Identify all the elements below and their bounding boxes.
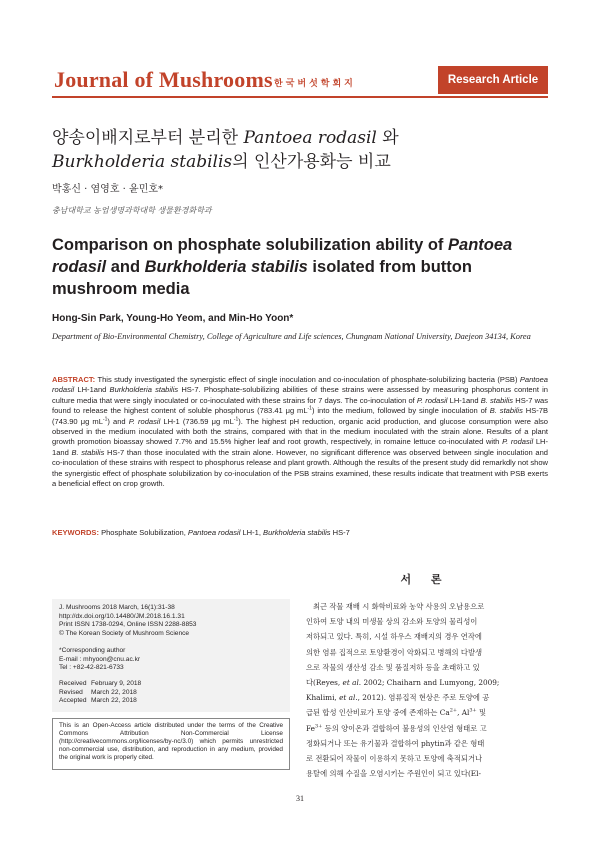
article-dates xyxy=(59,680,285,706)
korean-affiliation: 충남대학교 농업생명과학대학 생물환경화학과 xyxy=(52,206,212,215)
abstract: ABSTRACT: This study investigated the synergistic effect of single inoculation and co-inoculation of phosphate-solubilizing bacteria (PSB) Pantoea rodasil LH-1and Burkholderia stabilis HS-7. Phosphate-solubilizing abilities of these strains were assessed by measuring phosphorus content in culture media that were singly inoculated or co-inoculated with these strains for 7 days. The co-inoculation of P. rodasil LH-1and B. stabilis HS-7 was found to release the highest content of soluble phosphorus (783.41 μg $mL^{-1}$) into the medium, followed by single inoculation of B. stabilis HS-7B (743.90 μg $mL^{-1}$) and P. rodasil LH-1 (736.59 μg $mL^{-1}$). The highest pH reduction, organic acid production, and glucose consumption were also observed in the medium inoculated with both the strains, compared with that in the medium inoculated with the strain alone. Results of a plant growth promotion bioassay showed 7.7% and 15.5% higher leaf and root growth, respectively, in romaine lettuce co-inoculated with P. rodasil LH-1and B. stabilis HS-7 than those inoculated with the strain alone. However, no significant difference was observed between single inoculation and co-inoculation of these strains with respect to phosphorus release and plant growth. Although the results of the present study did remarkdly not show the synergistic effect of phosphate solubilization by co-inoculation of the PSB strains examined, these results indicate that treatment with PSB exerts a beneficial effect on crop growth. xyxy=(52,375,549,489)
keywords: KEYWORDS: Phosphate Solubilization, Pantoea rodasil LH-1, Burkholderia stabilis HS-7 xyxy=(52,528,350,537)
article-info-box xyxy=(52,599,290,712)
date-revised: Revised March 22, 2018 xyxy=(59,688,137,696)
page-number: 31 xyxy=(296,794,304,803)
journal-title: Journal of Mushrooms xyxy=(54,67,273,92)
date-accepted: Accepted March 22, 2018 xyxy=(59,697,137,705)
introduction-heading: 서 론 xyxy=(400,573,450,586)
header-divider xyxy=(52,96,548,98)
korean-authors: 박홍신 · 염영호 · 윤민호* xyxy=(52,184,164,195)
journal-korean-title: 한국버섯학회지 xyxy=(274,79,356,89)
correspondence-info: *Corresponding author E-mail : mhyoon@cnu.ac.kr Tel : +82-42-821-6733 xyxy=(59,647,141,672)
korean-title: 양송이배지로부터 분리한 Pantoea rodasil 와 Burkholderia stabilis의 인산가용화능 비교 xyxy=(52,128,399,172)
english-authors: Hong-Sin Park, Young-Ho Yeom, and Min-Ho Yoon* xyxy=(52,313,294,324)
article-type-badge: Research Article xyxy=(438,66,548,94)
abstract-label: ABSTRACT: xyxy=(52,375,96,384)
english-affiliation: Department of Bio-Environmental Chemistry, College of Agriculture and Life sciences, Chungnam National University, Daejeon 34134, Korea xyxy=(52,332,531,341)
date-received: Received February 9, 2018 xyxy=(59,680,142,687)
keywords-label: KEYWORDS: xyxy=(52,528,99,537)
english-title: Comparison on phosphate solubilization ability of Pantoea rodasil and Burkholderia stabilis isolated from button mushroom media xyxy=(52,236,513,298)
introduction-body: 최근 작물 재배 시 화학비료와 농약 사용의 오남용으로 인하여 토양 내의 미생물 상의 감소와 토양의 물리성이 저하되고 있다. 특히, 시설 하우스 재배지의 경우 연작에 의한 염류 집적으로 토양환경이 악화되고 병해의 다발생 으로 작물의 생산성 감소 및 품질저하 등을 초래하고 있 다(Reyes, et al. 2002; Chaiharn and Lumyong, 2009; Khalimi, et al., 2012). 염류집적 현상은 주로 토양에 공 급된 합성 인산비료가 토양 중에 존재하는 $Ca^{2+}$, $Al^{3+}$ 및 $Fe^{3+}$ 등의 양이온과 결합하여 불용성의 인산염 형태로 고 정화되거나 또는 유기물과 결합하여 phytin과 같은 형태 로 전환되어 작물이 이용하지 못하고 토양에 축적되거나 용탈에 의해 수질을 오염시키는 주원인이 되고 있다(El- xyxy=(306,602,500,779)
citation-info: J. Mushrooms 2018 March, 16(1):31-38 http://dx.doi.org/10.14480/JM.2018.16.1.31 Print ISSN 1738-0294, Online ISSN 2288-8853 © The Korean Society of Mushroom Science xyxy=(59,604,197,637)
journal-header xyxy=(52,66,548,96)
license-notice: This is an Open-Access article distributed under the terms of the Creative Commons Attribution Non-Commercial License (http://creativecommons.org/licenses/by-nc/3.0) which permits unrestricted non-commercial use, distribution, and reproduction in any medium, provided the original work is properly cited. xyxy=(52,718,290,770)
